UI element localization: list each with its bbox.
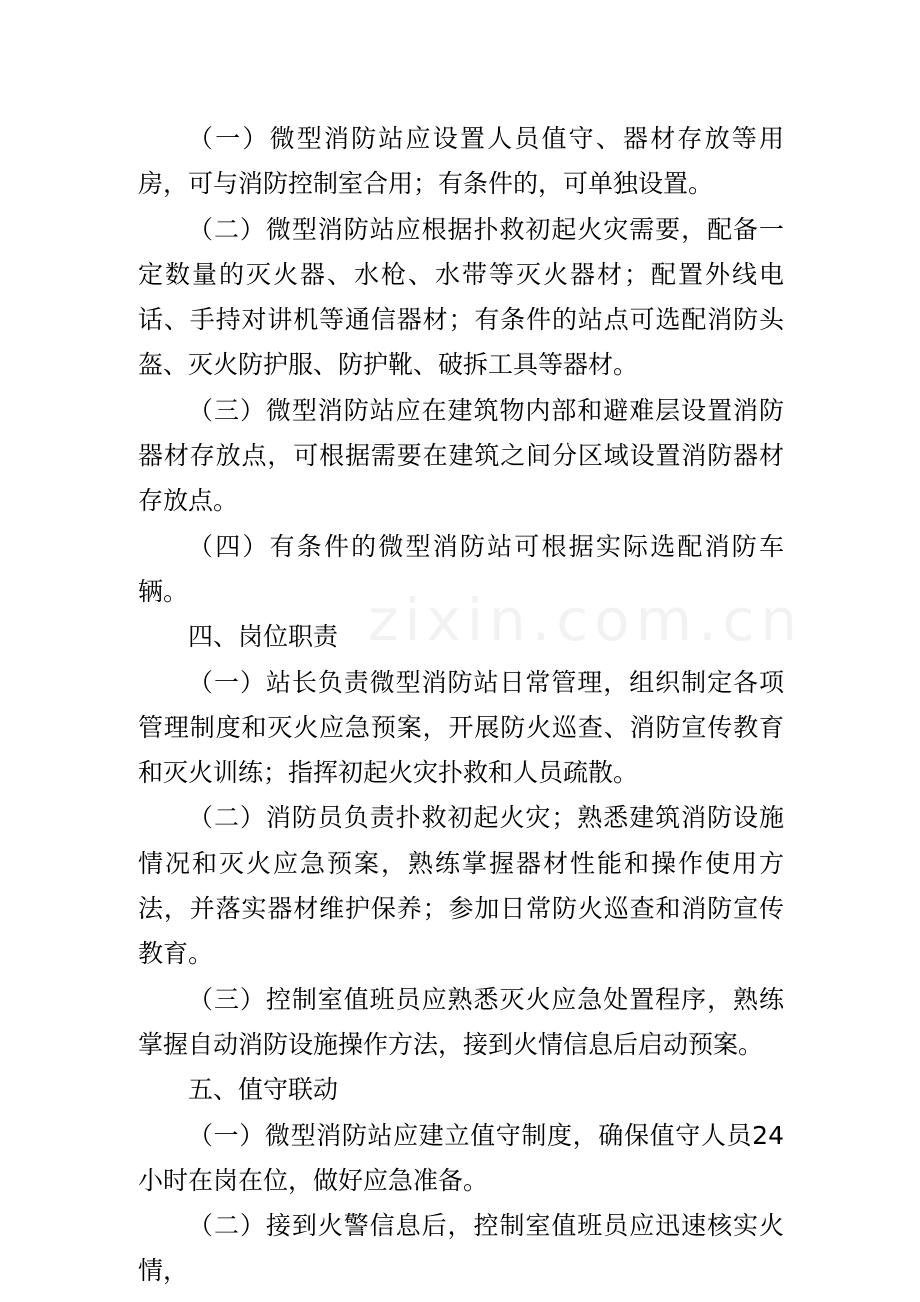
paragraph-section3-item1: （一）微型消防站应设置人员值守、器材存放等用房，可与消防控制室合用；有条件的，可单独设置。 bbox=[138, 124, 784, 199]
paragraph-section5-item1: （一）微型消防站应建立值守制度，确保值守人员24小时在岗在位，做好应急准备。 bbox=[138, 1120, 784, 1195]
paragraph-section4-item2: （二）消防员负责扑救初起火灾；熟悉建筑消防设施情况和灭火应急预案，熟练掌握器材性能和操作使用方法，并落实器材维护保养；参加日常防火巡查和消防宣传教育。 bbox=[138, 803, 784, 969]
paragraph-section3-item2: （二）微型消防站应根据扑救初起火灾需要，配备一定数量的灭火器、水枪、水带等灭火器材；配置外线电话、手持对讲机等通信器材；有条件的站点可选配消防头盔、灭火防护服、防护靴、破拆工具等器材。 bbox=[138, 214, 784, 380]
paragraph-section3-item4: （四）有条件的微型消防站可根据实际选配消防车辆。 bbox=[138, 531, 784, 606]
paragraph-section4-item3: （三）控制室值班员应熟悉灭火应急处置程序，熟练掌握自动消防设施操作方法，接到火情信息后启动预案。 bbox=[138, 984, 784, 1059]
paragraph-section5-item2: （二）接到火警信息后，控制室值班员应迅速核实火情， bbox=[138, 1211, 784, 1286]
document-body bbox=[138, 116, 784, 1294]
section-heading-duty-linkage: 五、值守联动 bbox=[188, 1075, 339, 1105]
paragraph-section4-item1: （一）站长负责微型消防站日常管理，组织制定各项管理制度和灭火应急预案，开展防火巡查、消防宣传教育和灭火训练；指挥初起火灾扑救和人员疏散。 bbox=[138, 667, 784, 788]
paragraph-section3-item3: （三）微型消防站应在建筑物内部和避难层设置消防器材存放点，可根据需要在建筑之间分区域设置消防器材存放点。 bbox=[138, 395, 784, 516]
section-heading-duties: 四、岗位职责 bbox=[188, 622, 339, 652]
watermark-text: zixin.com.cn bbox=[368, 586, 804, 654]
